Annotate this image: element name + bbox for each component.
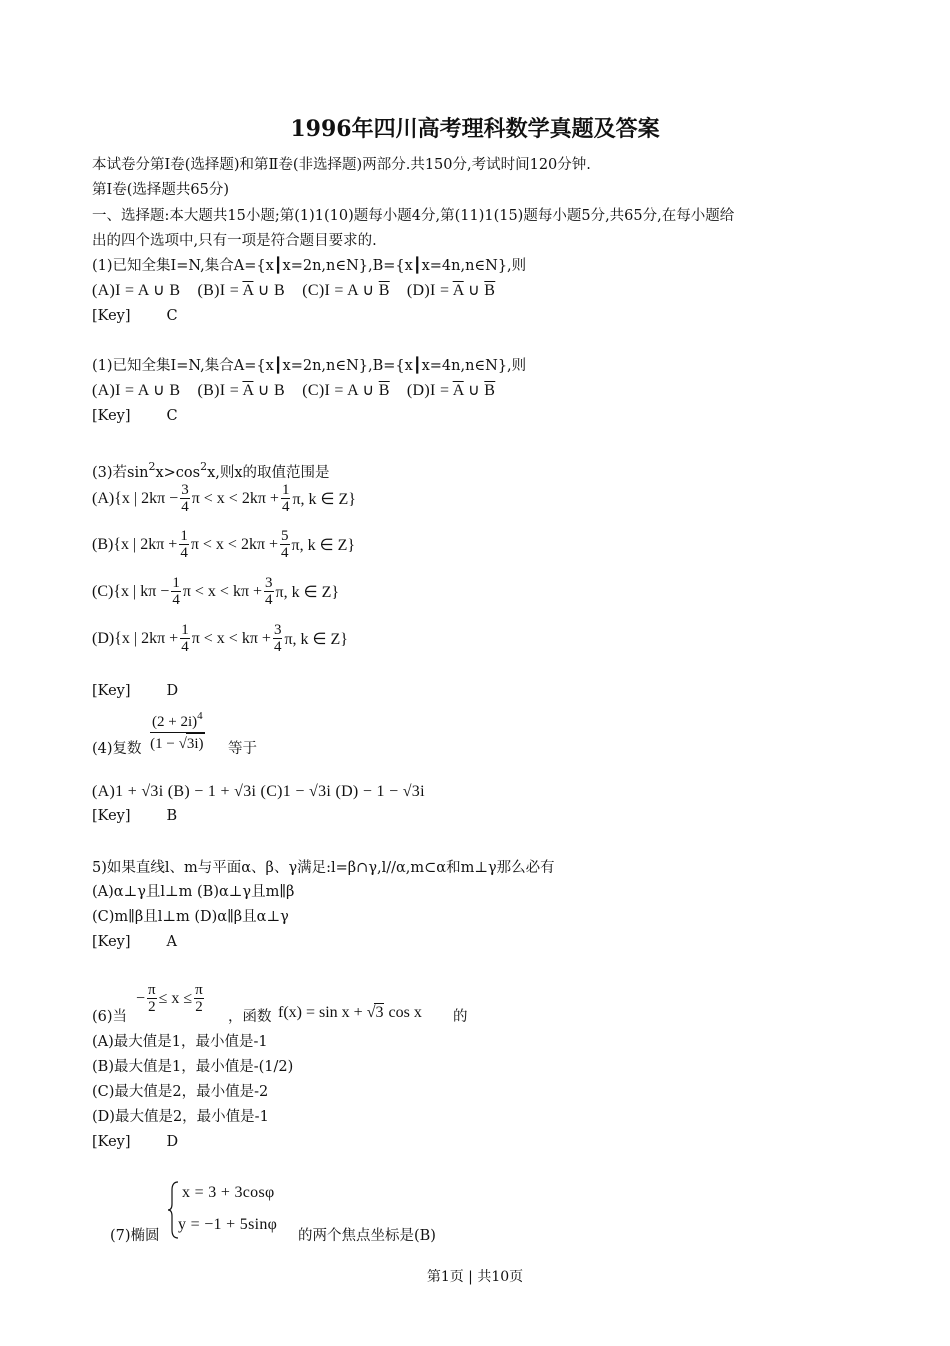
q7-prefix: (7)椭圆 (110, 1228, 160, 1244)
q4-key: [Key] B (92, 808, 178, 824)
intro-line: 本试卷分第Ⅰ卷(选择题)和第Ⅱ卷(非选择题)两部分.共150分,考试时间120分钟. (92, 157, 591, 173)
q6-prefix: (6)当 (92, 1009, 128, 1025)
q1-option-d: $(D)I = \overline{A}$ ∪ $\overline{B}$ (406, 282, 496, 299)
q6-suffix: 的 (453, 1009, 468, 1025)
q3-option-d: (D){x | 2kπ + $\frac{1}{4}$ π < x < kπ + $\frac{3}{4}$ π, k ∈ Z} (92, 622, 348, 655)
q6-option-c: (C)最大值是2，最小值是-2 (92, 1084, 269, 1100)
q6-option-b: (B)最大值是1，最小值是-(1/2) (92, 1059, 294, 1075)
q6-option-a: (A)最大值是1，最小值是-1 (92, 1034, 268, 1050)
q7-equation-2: y = −1 + 5sinφ (178, 1216, 278, 1233)
q7-equation-1: x = 3 + 3cosφ (182, 1184, 275, 1201)
q3-stem: (3)若$\sin^2x>\cos^2x$,则x的取值范围是 (92, 460, 330, 481)
q1b-options: (A)I = A ∪ B $(B)I = \overline{A}$ ∪ B (C)I = A ∪ $\overline{B}$ $(D)I = \overline{A}$ ∪ $\overline{B}$ (92, 382, 496, 399)
q1-option-a: (A)I = A ∪ B (92, 282, 181, 299)
q5-options-cd: (C)m∥β且l⊥m (D)α∥β且α⊥γ (92, 909, 289, 925)
q4-fraction: $(2 + 2i)^4$ (1 − √3i) (150, 706, 205, 754)
intro-line: 一、选择题:本大题共15小题;第(1)1(10)题每小题4分,第(11)1(15)题每小题5分,共65分,在每小题给 (92, 208, 735, 224)
q1-key: [Key] C (92, 308, 178, 324)
q3-option-b: (B){x | 2kπ + $\frac{1}{4}$ π < x < 2kπ + $\frac{5}{4}$ π, k ∈ Z} (92, 528, 356, 561)
q3-option-c: (C){x | kπ − $\frac{1}{4}$ π < x < kπ + $\frac{3}{4}$ π, k ∈ Z} (92, 575, 340, 608)
q6-comma: ，函数 (228, 1009, 272, 1025)
q3-key: [Key] D (92, 683, 179, 699)
q6-option-d: (D)最大值是2，最小值是-1 (92, 1109, 269, 1125)
q6-condition: − $\frac{\pi}{2}$ ≤ x ≤ $\frac{\pi}{2}$ (136, 982, 203, 1015)
page-title: 1996年四川高考理科数学真题及答案 (290, 116, 660, 142)
q6-key: [Key] D (92, 1134, 179, 1150)
q1-stem: (1)已知全集I=N,集合A={x┃x=2n,n∈N},B={x┃x=4n,n∈N},则 (92, 258, 527, 274)
q4-prefix: (4)复数 (92, 741, 142, 757)
q1-option-c: (C)I = A ∪ $\overline{B}$ (302, 282, 390, 299)
intro-line: 出的四个选项中,只有一项是符合题目要求的. (92, 233, 377, 249)
q5-stem: 5)如果直线l、m与平面α、β、γ满足:l=β∩γ,l//α,m⊂α和m⊥γ那么必有 (92, 860, 555, 876)
q1b-stem: (1)已知全集I=N,集合A={x┃x=2n,n∈N},B={x┃x=4n,n∈N},则 (92, 358, 527, 374)
q5-options-ab: (A)α⊥γ且l⊥m (B)α⊥γ且m∥β (92, 884, 295, 900)
q4-options: (A)1 + √3i (B) − 1 + √3i (C)1 − √3i (D) − 1 − √3i (92, 783, 425, 800)
q4-suffix: 等于 (228, 741, 257, 757)
q7-suffix: 的两个焦点坐标是(B) (298, 1228, 436, 1244)
q1b-key: [Key] C (92, 408, 178, 424)
q1-option-b: $(B)I = \overline{A}$ ∪ B (197, 282, 286, 299)
q1-options (92, 282, 495, 300)
page-footer: 第1页 | 共10页 (426, 1269, 524, 1285)
q3-option-a: (A){x | 2kπ − $\frac{3}{4}$ π < x < 2kπ + $\frac{1}{4}$ π, k ∈ Z} (92, 482, 356, 515)
q6-function: f(x) = sin x + √ 3 cos x (278, 1003, 422, 1021)
q5-key: [Key] A (92, 934, 178, 950)
intro-line: 第Ⅰ卷(选择题共65分) (92, 182, 229, 198)
